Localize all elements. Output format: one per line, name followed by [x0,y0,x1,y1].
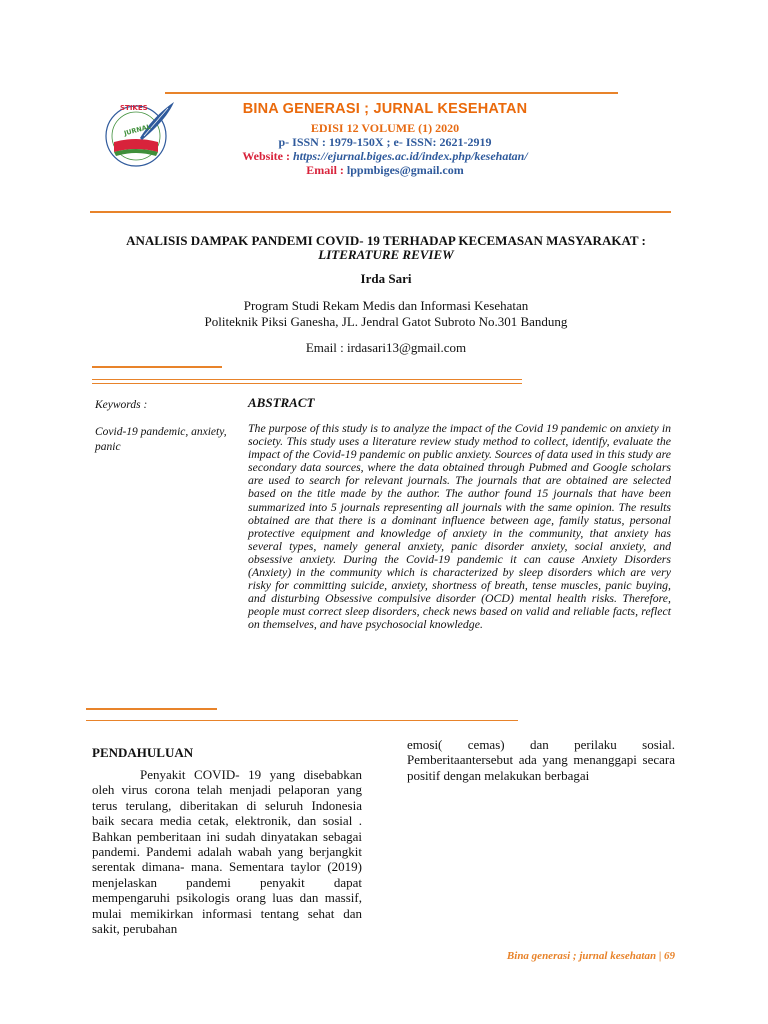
header-top-rule [165,92,618,94]
abstract-bottom-rule-short [86,708,217,710]
affiliation-line-2: Politeknik Piksi Ganesha, JL. Jendral Gatot Subroto No.301 Bandung [204,314,568,329]
abstract-heading: ABSTRACT [248,395,315,410]
abstract-body: The purpose of this study is to analyze the impact of the Covid 19 pandemic on anxiety in society. This study uses a literature review study method to collect, identify, evaluate the impact of the Covid-19 pandemic on public anxiety. Sources of data used in this study are secondary data sources, where the data obtained through Pubmed and Google scholars are used to search for relevant journals. The journals that are obtained are selected based on the title made by the author. The author found 15 journals that have been summarized into 5 journals representing all journals with the same opinion. The results obtained are that there is a dominant influence between age, family status, personal protective equipment and knowledge of anxiety in the community, that anxiety has several types, namely general anxiety, panic disorder anxiety, social anxiety, and obsessive anxiety. During the Covid-19 pandemic it can cause Anxiety Disorders (Anxiety) in the community which is characterized by sleep disorders which are very risky for committing suicide, anxiety, shortness of breath, tense muscles, panic buying, and disturbing Obsessive compulsive disorder (OCD) mental health risks. Therefore, people must correct sleep disorders, check news based on valid and reliable facts, reflect on themselves, and have psychosocial knowledge. [248,421,671,632]
abstract-top-rule-short [92,366,222,368]
journal-logo [96,96,180,172]
email-label: Email : [306,163,347,177]
svg-text:STIKES: STIKES [120,104,148,112]
email-line [200,163,570,177]
page-footer [420,950,675,962]
page-number: 69 [664,950,675,962]
article-subtitle: LITERATURE REVIEW [318,247,454,262]
affiliation-line-1: Program Studi Rekam Medis dan Informasi Kesehatan [243,298,529,313]
svg-text:JURNAL: JURNAL [123,122,152,138]
left-paragraph: Penyakit COVID- 19 yang disebabkan oleh virus corona telah menjadi pelaporan yang terus terulang, diberitakan di seluruh Indonesia baik secara media cetak, elektronik, dan sosial . Bahkan pemberitaan ini sudah dinyatakan sebagai pandemi. Pandemi adalah wabah yang berjangkit serentak dimana- mana. Sementara taylor (2019) menjelaskan pandemi penyakit dapat mempengaruhi psikologis orang luas dan massif, mulai memikirkan informasi tentang sehat dan sakit, perubahan [92,767,362,937]
journal-name: BINA GENERASI ; JURNAL KESEHATAN [242,101,528,117]
website-line [200,149,570,163]
email-link[interactable]: lppmbiges@gmail.com [346,163,464,177]
abstract-top-rule-long-1 [92,379,522,380]
article-title: ANALISIS DAMPAK PANDEMI COVID- 19 TERHADAP KECEMASAN MASYARAKAT : [126,233,646,248]
edition-line: EDISI 12 VOLUME (1) 2020 [310,121,460,135]
right-paragraph: emosi( cemas) dan perilaku sosial. Pemberitaantersebut ada yang menanggapi secara positif dengan melakukan berbagai [407,737,675,783]
author-name: Irda Sari [360,271,412,286]
website-label: Website : [242,149,293,163]
left-column [92,767,362,936]
section-heading: PENDAHULUAN [92,745,194,760]
keywords-label: Keywords : [95,399,148,411]
author-email: Email : irdasari13@gmail.com [305,340,467,355]
keywords-text: Covid-19 pandemic, anxiety, panic [95,426,227,453]
website-link[interactable]: https://ejurnal.biges.ac.id/index.php/kesehatan/ [292,149,528,163]
header-bottom-rule [90,211,671,213]
footer-journal: Bina generasi ; jurnal kesehatan [506,950,657,962]
footer-separator: | [658,950,662,962]
right-column [407,737,675,783]
abstract-bottom-rule-long [86,720,518,721]
abstract-top-rule-long-2 [92,383,522,384]
issn-line: p- ISSN : 1979-150X ; e- ISSN: 2621-2919 [278,135,492,149]
